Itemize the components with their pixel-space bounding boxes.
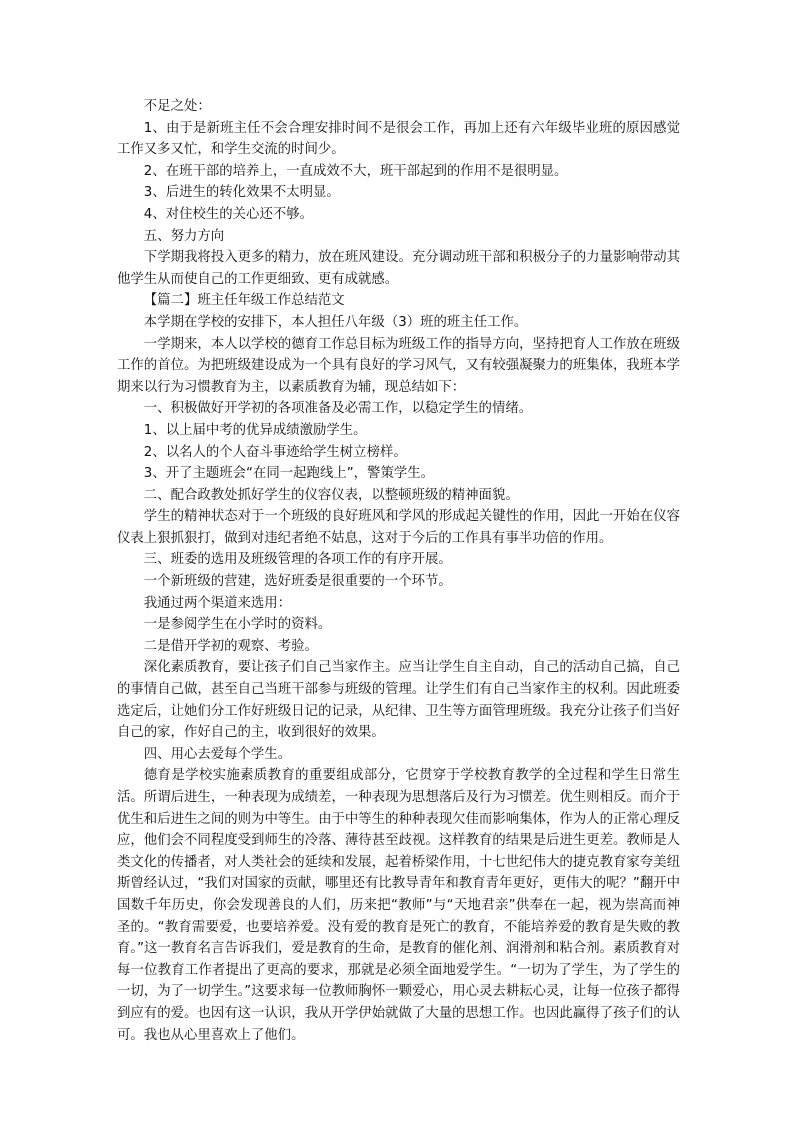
- paragraph: 学生的精神状态对于一个班级的良好班风和学风的形成起关键性的作用，因此一开始在仪容仪表上狠抓狠打，做到对违纪者绝不姑息，这对于今后的工作具有事半功倍的作用。: [117, 509, 680, 546]
- paragraph: 1、以上届中考的优异成绩激励学生。: [143, 422, 367, 438]
- paragraph: 德育是学校实施素质教育的重要组成部分，它贯穿于学校教育教学的全过程和学生日常生活。所谓后进生，一种表现为成绩差，一种表现为思想落后及行为习惯差。优生则相反。而介于优生和后进生之间的则为中等生。由于中等生的种种表现欠佳而影响集体，作为人的正常心理反应，他们会不同程度受到师生的冷落、薄待甚至歧视。这样教育的结果是后进生更差。教师是人类文化的传播者，对人类社会的延续和发展，起着桥梁作用，十七世纪伟大的捷克教育家夸美纽斯曾经认过，“我们对国家的贡献，哪里还有比教导青年和教育青年更好，更伟大的呢？”翻开中国数千年历史，你会发现善良的人们，历来把“教师”与“天地君亲”供奉在一起，视为崇高而神圣的。“教育需要爱，也要培养爱。没有爱的教育是死亡的教育，不能培养爱的教育是失败的教育。”这一教育名言告诉我们，爱是教育的生命，是教育的催化剂、润滑剂和粘合剂。素质教育对每一位教育工作者提出了更高的要求，那就是必须全面地爱学生。“一切为了学生，为了学生的一切，为了一切学生。”这要求每一位教师胸怀一颗爱心，用心灵去耕耘心灵，让每一位孩子都得到应有的爱。也因有这一认识，我从开学伊始就做了大量的思想工作。也因此赢得了孩子们的认可。我也从心里喜欢上了他们。: [117, 768, 680, 1043]
- paragraph: 2、以名人的个人奋斗事迹给学生树立榜样。: [143, 444, 407, 460]
- paragraph: 一是参阅学生在小学时的资料。: [143, 617, 332, 633]
- section-heading: 三、班委的选用及班级管理的各项工作的有序开展。: [143, 552, 452, 568]
- article-title: 【篇二】班主任年级工作总结范文: [143, 293, 345, 309]
- paragraph: 一个新班级的营建，选好班委是很重要的一个环节。: [143, 574, 452, 590]
- paragraph: 我通过两个渠道来选用：: [143, 595, 292, 611]
- paragraph: 二是借开学初的观察、考验。: [143, 638, 318, 654]
- paragraph: 1、由于是新班主任不会合理安排时间不是很会工作，再加上还有六年级毕业班的原因感觉工作又多又忙，和学生交流的时间少。: [117, 120, 680, 158]
- paragraph: 4、对住校生的关心还不够。: [143, 206, 314, 222]
- section-heading: 一、积极做好开学初的各项准备及必需工作，以稳定学生的情绪。: [143, 401, 533, 417]
- section-heading: 五、努力方向: [143, 228, 225, 244]
- paragraph: 下学期我将投入更多的精力，放在班风建设。充分调动班干部和积极分子的力量影响带动其他学生从而使自己的工作更细致、更有成就感。: [117, 250, 680, 287]
- document-body: [117, 96, 680, 1046]
- paragraph: 不足之处：: [143, 99, 211, 114]
- paragraph: 3、开了主题班会“在同一起跑线上”，警策学生。: [143, 466, 435, 482]
- paragraph: 一学期来，本人以学校的德育工作总目标为班级工作的指导方向，坚持把育人工作放在班级工作的首位。为把班级建设成为一个具有良好的学习风气，又有较强凝聚力的班集体，我班本学期来以行为习惯教育为主，以素质教育为辅，现总结如下：: [117, 336, 680, 395]
- section-heading: 四、用心去爱每个学生。: [143, 746, 292, 762]
- paragraph: 本学期在学校的安排下，本人担任八年级（3）班的班主任工作。: [143, 314, 528, 330]
- paragraph: 深化素质教育，要让孩子们自己当家作主。应当让学生自主自动，自己的活动自己搞，自己的事情自己做，甚至自己当班干部参与班级的管理。让学生们有自己当家作主的权利。因此班委选定后，让她们分工作好班级日记的记录，从纪律、卫生等方面管理班级。我充分让孩子们当好自己的家，作好自己的主，收到很好的效果。: [117, 660, 680, 741]
- section-heading: 二、配合政教处抓好学生的仪容仪表，以整顿班级的精神面貌。: [143, 487, 519, 503]
- paragraph: 3、后进生的转化效果不太明显。: [143, 185, 340, 201]
- paragraph: 2、在班干部的培养上，一直成效不大，班干部起到的作用不是很明显。: [143, 163, 568, 179]
